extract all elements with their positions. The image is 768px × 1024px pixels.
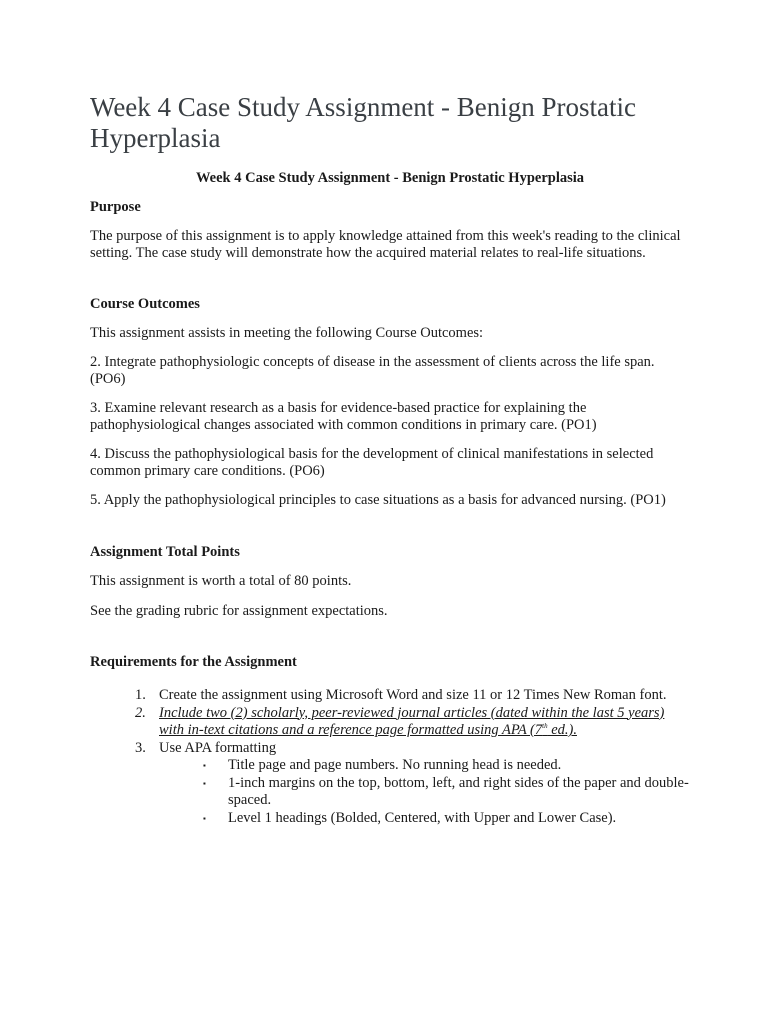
purpose-text: The purpose of this assignment is to apply knowledge attained from this week's reading to the clinical setting. The case study will demonstrate how the acquired material relates to real-life situations. bbox=[90, 228, 681, 261]
apa-formatting-sublist bbox=[159, 757, 690, 827]
requirements-heading: Requirements for the Assignment bbox=[90, 654, 297, 670]
requirement-item bbox=[90, 687, 690, 705]
course-outcome-item: 4. Discuss the pathophysiological basis for the development of clinical manifestations in selected common primary care conditions. (PO6) bbox=[90, 446, 654, 479]
course-outcome-item: 3. Examine relevant research as a basis for evidence-based practice for explaining the pathophysiological changes associated with common conditions in primary care. (PO1) bbox=[90, 400, 597, 433]
list-number: 1. bbox=[135, 687, 146, 703]
sub-item-text: Level 1 headings (Bolded, Centered, with Upper and Lower Case). bbox=[228, 809, 617, 826]
document-subtitle: Week 4 Case Study Assignment - Benign Prostatic Hyperplasia bbox=[195, 170, 585, 186]
sub-list-item bbox=[90, 810, 690, 828]
requirement-item bbox=[90, 740, 690, 828]
requirement-text-part: Include two (2) scholarly, peer-reviewed journal articles (dated within the last 5 years) with in-text citations and a reference page formatted using APA (7 bbox=[159, 704, 665, 738]
document-page bbox=[90, 92, 690, 827]
square-bullet-icon: ▪ bbox=[203, 761, 206, 770]
requirement-text: Use APA formatting bbox=[159, 739, 277, 756]
sub-item-text: 1-inch margins on the top, bottom, left, and right sides of the paper and double-spaced. bbox=[228, 774, 689, 808]
course-outcome-item: 2. Integrate pathophysiologic concepts of disease in the assessment of clients across the life span. (PO6) bbox=[90, 354, 655, 387]
total-points-text: This assignment is worth a total of 80 points. bbox=[90, 573, 352, 589]
requirements-list bbox=[90, 687, 690, 827]
sub-list-item bbox=[90, 775, 690, 810]
document-title: Week 4 Case Study Assignment - Benign Prostatic Hyperplasia bbox=[90, 92, 637, 153]
course-outcomes-heading: Course Outcomes bbox=[90, 296, 200, 312]
requirement-text bbox=[159, 705, 664, 739]
superscript-ordinal: th bbox=[542, 722, 548, 731]
rubric-note: See the grading rubric for assignment expectations. bbox=[90, 603, 388, 619]
requirement-text-part: ed.). bbox=[547, 722, 577, 738]
square-bullet-icon: ▪ bbox=[203, 813, 206, 823]
sub-item-text: Title page and page numbers. No running head is needed. bbox=[228, 757, 562, 773]
purpose-heading: Purpose bbox=[90, 199, 141, 215]
requirement-item bbox=[90, 705, 690, 740]
course-outcome-item: 5. Apply the pathophysiological principles to case situations as a basis for advanced nursing. (PO1) bbox=[90, 492, 666, 508]
square-bullet-icon: ▪ bbox=[203, 778, 206, 788]
total-points-heading: Assignment Total Points bbox=[90, 544, 240, 560]
requirement-text: Create the assignment using Microsoft Word and size 11 or 12 Times New Roman font. bbox=[159, 687, 667, 703]
course-outcomes-intro: This assignment assists in meeting the following Course Outcomes: bbox=[90, 325, 484, 341]
list-number: 2. bbox=[135, 704, 146, 721]
list-number: 3. bbox=[135, 739, 146, 756]
sub-list-item bbox=[90, 757, 690, 775]
